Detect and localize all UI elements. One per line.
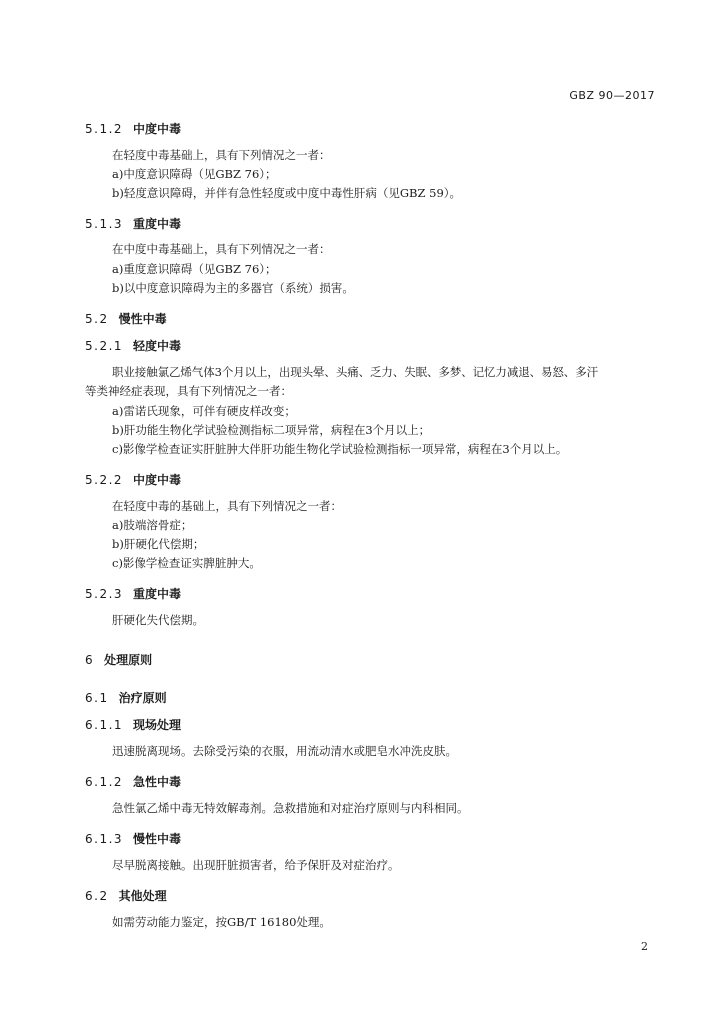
paragraph: 在轻度中毒基础上，具有下列情况之一者： [112,148,331,162]
list-item: a)中度意识障碍（见GBZ 76）； [112,167,277,181]
section-number: 6.2 [85,889,109,903]
paragraph: 职业接触氯乙烯气体3个月以上，出现头晕、头痛、乏力、失眠、多梦、记忆力减退、易怒、多汗 [112,365,599,379]
section-heading-5-1-2 [85,120,181,137]
section-title: 慢性中毒 [133,832,182,846]
section-number: 6 [85,653,95,667]
section-title: 中度中毒 [133,473,182,487]
list-item: a)雷诺氏现象，可伴有硬皮样改变； [112,404,296,418]
section-title: 慢性中毒 [118,312,167,326]
section-number: 6.1.3 [85,832,124,846]
section-title: 处理原则 [104,653,153,667]
section-heading-5-1-3 [85,215,181,232]
list-item: b)以中度意识障碍为主的多器官（系统）损害。 [112,281,354,295]
paragraph: 在中度中毒基础上，具有下列情况之一者： [112,242,331,256]
section-number: 6.1 [85,691,109,705]
section-number: 5.1.3 [85,217,124,231]
section-title: 现场处理 [133,718,182,732]
section-heading-6-1 [85,689,167,706]
paragraph: 尽早脱离接触。出现肝脏损害者，给予保肝及对症治疗。 [112,858,400,872]
section-heading-6-2 [85,887,167,904]
section-heading-5-2-2 [85,471,181,488]
section-heading-6 [85,651,152,668]
section-heading-5-2-3 [85,585,181,602]
list-item: c)影像学检查证实脾脏肿大。 [112,556,261,570]
section-title: 重度中毒 [133,587,182,601]
section-heading-5-2 [85,310,167,327]
list-item: b)肝功能生物化学试验检测指标二项异常，病程在3个月以上； [112,423,431,437]
section-number: 5.2.2 [85,473,124,487]
list-item: c)影像学检查证实肝脏肿大伴肝功能生物化学试验检测指标一项异常，病程在3个月以上。 [112,442,568,456]
section-heading-6-1-1 [85,716,181,733]
section-number: 6.1.2 [85,775,124,789]
list-item: b)肝硬化代偿期； [112,537,205,551]
list-item: a)肢端溶骨症； [112,518,193,532]
section-title: 轻度中毒 [133,339,182,353]
section-heading-5-2-1 [85,337,181,354]
section-number: 5.2.1 [85,339,124,353]
section-title: 急性中毒 [133,775,182,789]
list-item: b)轻度意识障碍，并伴有急性轻度或中度中毒性肝病（见GBZ 59）。 [112,186,462,200]
paragraph: 如需劳动能力鉴定，按GB/T 16180处理。 [112,915,331,929]
paragraph-continuation: 等类神经症表现，具有下列情况之一者： [85,384,292,398]
section-number: 5.2.3 [85,587,124,601]
list-item: a)重度意识障碍（见GBZ 76）； [112,262,277,276]
page-number: 2 [641,940,648,953]
section-number: 5.1.2 [85,122,124,136]
section-title: 中度中毒 [133,122,182,136]
section-heading-6-1-3 [85,830,181,847]
section-heading-6-1-2 [85,773,181,790]
section-number: 6.1.1 [85,718,124,732]
paragraph: 在轻度中毒的基础上，具有下列情况之一者： [112,499,342,513]
section-title: 其他处理 [118,889,167,903]
document-header: GBZ 90—2017 [569,89,655,102]
paragraph: 肝硬化失代偿期。 [112,613,204,627]
section-number: 5.2 [85,312,109,326]
section-title: 治疗原则 [118,691,167,705]
paragraph: 急性氯乙烯中毒无特效解毒剂。急救措施和对症治疗原则与内科相同。 [112,801,469,815]
section-title: 重度中毒 [133,217,182,231]
paragraph: 迅速脱离现场。去除受污染的衣服，用流动清水或肥皂水冲洗皮肤。 [112,744,457,758]
